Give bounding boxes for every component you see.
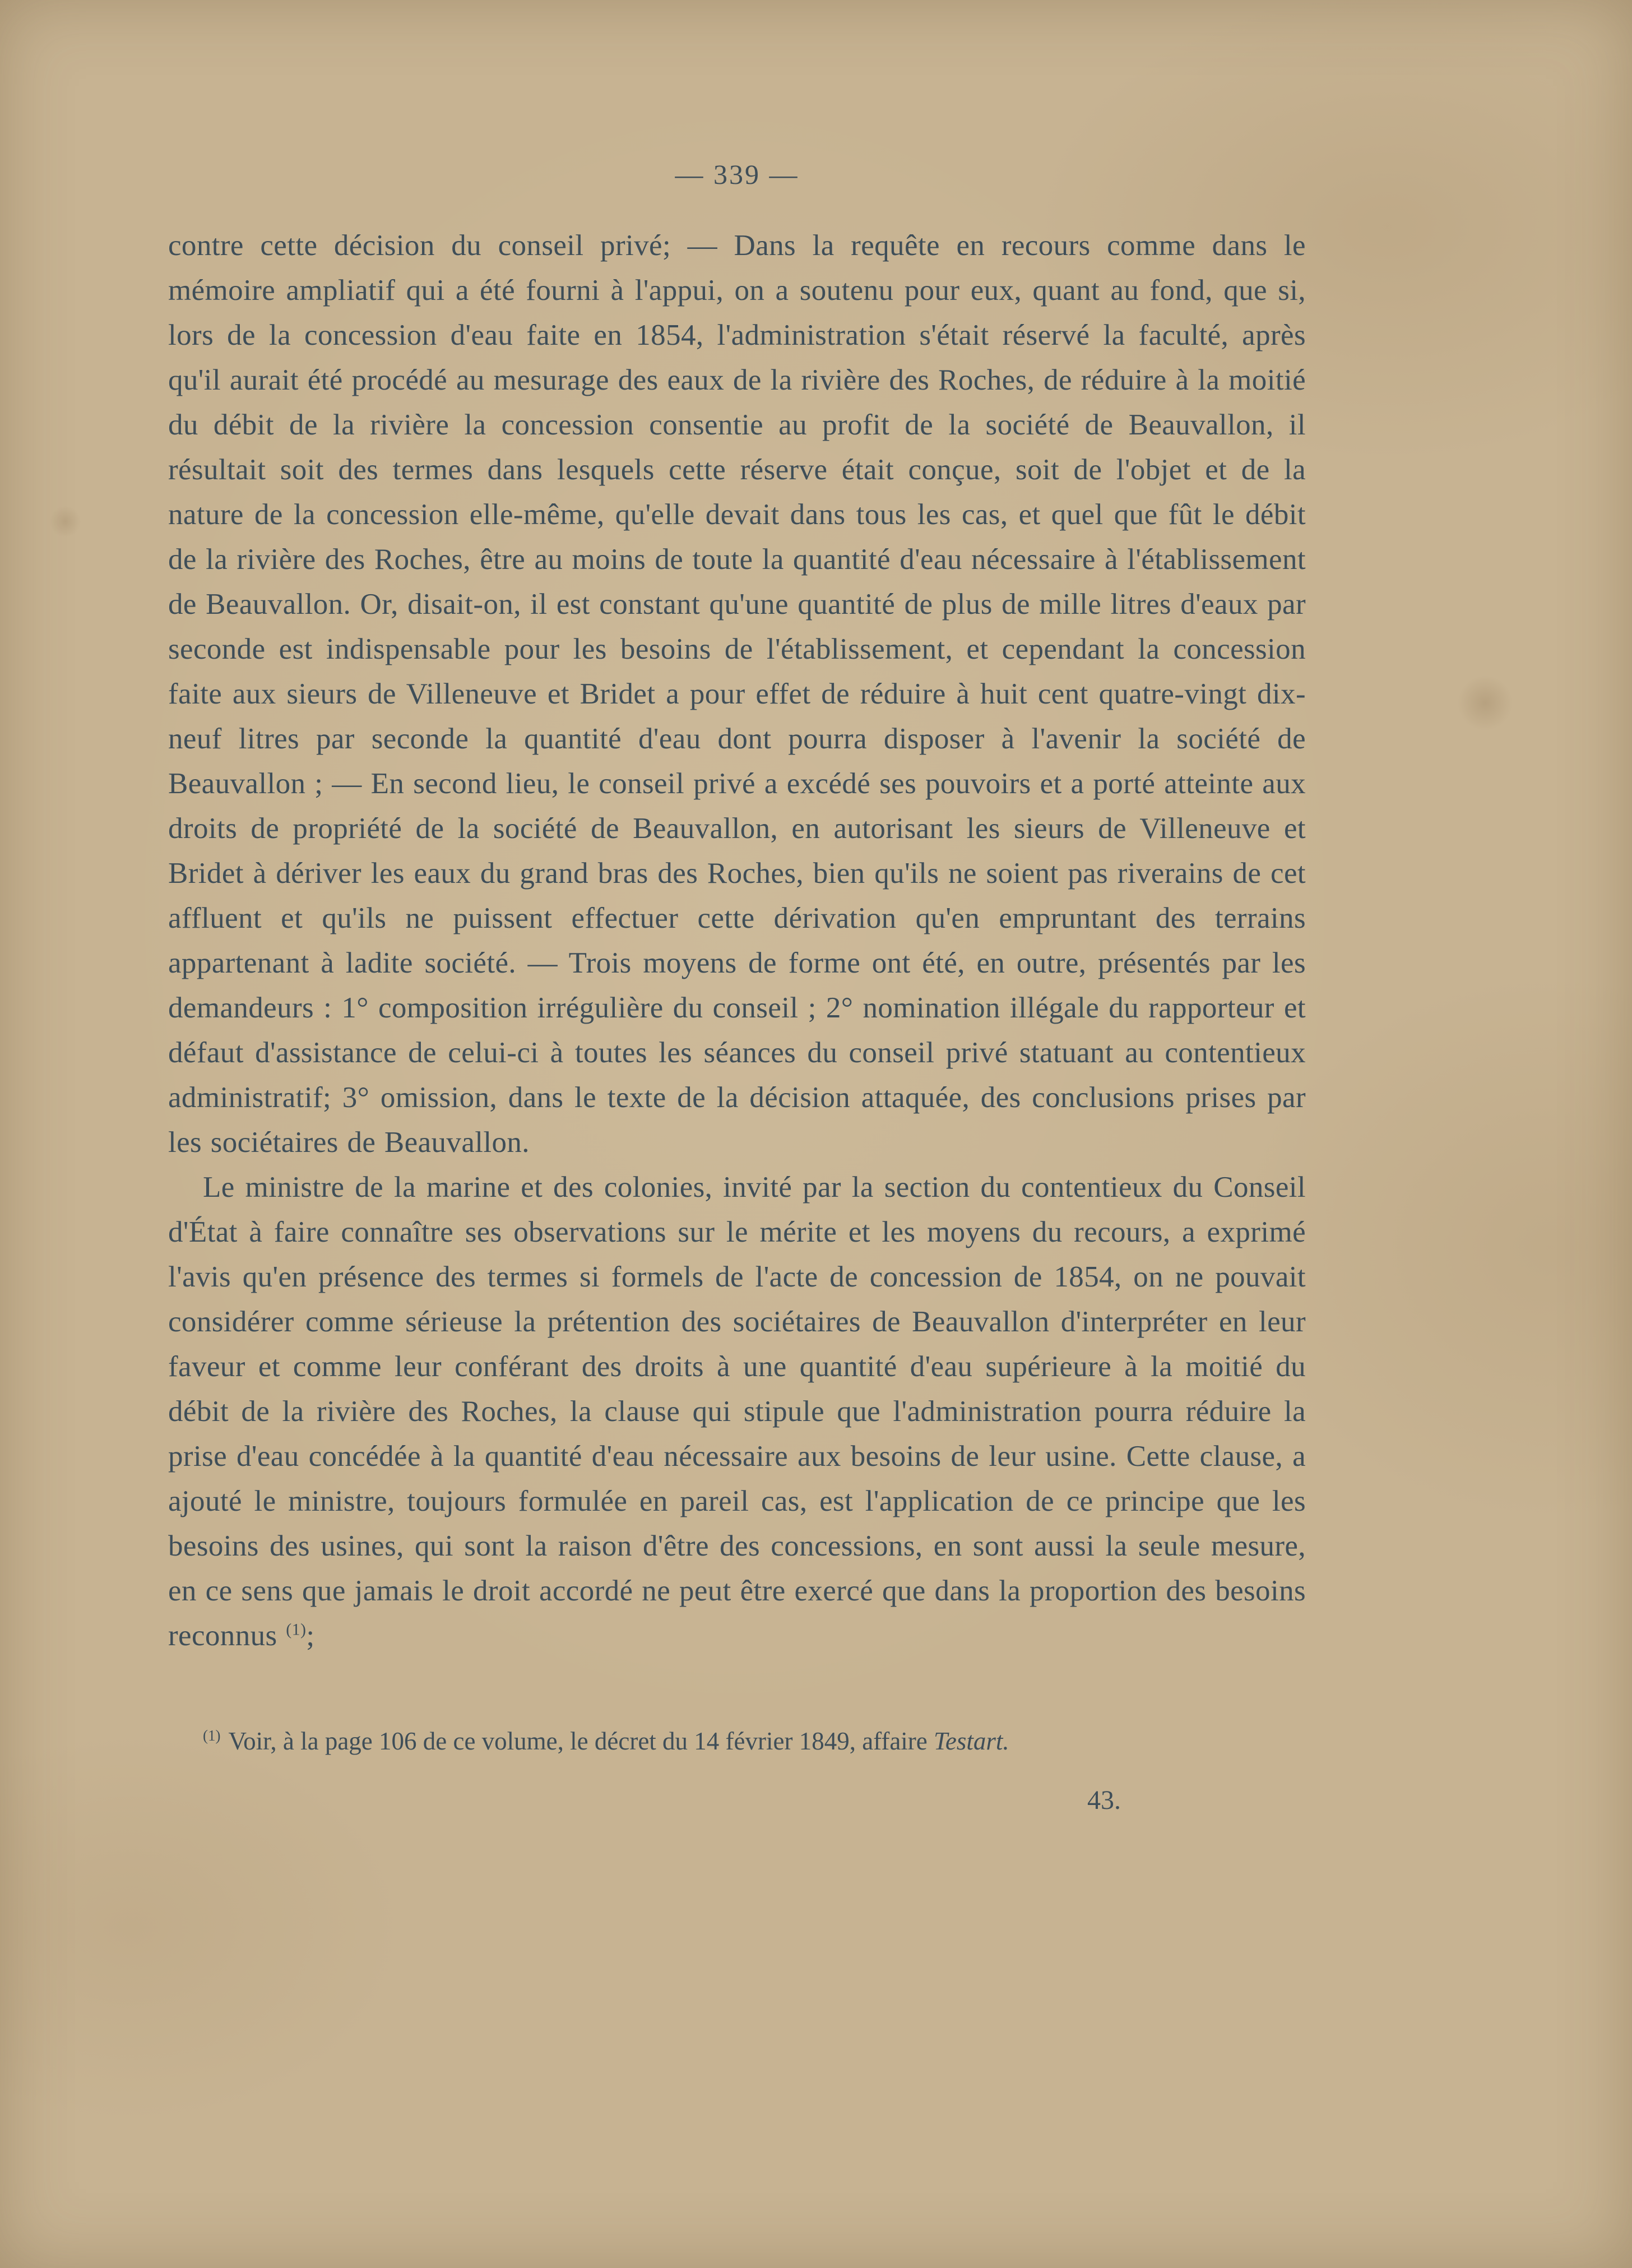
footnote-marker: (1): [203, 1727, 221, 1744]
footnote-text: Voir, à la page 106 de ce volume, le décret du 14 février 1849, affaire: [228, 1727, 934, 1755]
footnote-reference: (1): [286, 1620, 307, 1639]
page-number-footer: 43.: [1087, 1785, 1121, 1815]
paragraph-2-text: Le ministre de la marine et des colonies, invité par la section du contentieux du Conseil d'État à faire connaître ses observations sur le mérite et les moyens du recours, a exprimé l'avis qu'en présence des termes si formels de l'acte de concession de 1854, on ne pouvait considérer comme sérieuse la prétention des sociétaires de Beauvallon d'interpréter en leur faveur et comme leur conférant des droits à une quantité d'eau supérieure à la moitié du débit de la rivière des Roches, la clause qui stipule que l'administration pourra réduire la prise d'eau concédée à la quantité d'eau nécessaire aux besoins de leur usine. Cette clause, a ajouté le ministre, toujours formulée en pareil cas, est l'application de ce principe que les besoins des usines, qui sont la raison d'être des concessions, en sont aussi la seule mesure, en ce sens que jamais le droit accordé ne peut être exercé que dans la proportion des besoins reconnus: [168, 1171, 1306, 1652]
footnote: [168, 1724, 1306, 1758]
footnote-case-name: Testart.: [934, 1727, 1009, 1755]
body-paragraph-1: contre cette décision du conseil privé; — Dans la requête en recours comme dans le mémoire ampliatif qui a été fourni à l'appui, on a soutenu pour eux, quant au fond, que si, lors de la concession d'eau faite en 1854, l'administration s'était réservé la faculté, après qu'il aurait été procédé au mesurage des eaux de la rivière des Roches, de réduire à la moitié du débit de la rivière la concession consentie au profit de la société de Beauvallon, il résultait soit des termes dans lesquels cette réserve était conçue, soit de l'objet et de la nature de la concession elle-même, qu'elle devait dans tous les cas, et quel que fût le débit de la rivière des Roches, être au moins de toute la quantité d'eau nécessaire à l'établissement de Beauvallon. Or, disait-on, il est constant qu'une quantité de plus de mille litres d'eaux par seconde est indispensable pour les besoins de l'établissement, et cependant la concession faite aux sieurs de Villeneuve et Bridet a pour effet de réduire à huit cent quatre-vingt dix-neuf litres par seconde la quantité d'eau dont pourra disposer à l'avenir la société de Beauvallon ; — En second lieu, le conseil privé a excédé ses pouvoirs et a porté atteinte aux droits de propriété de la société de Beauvallon, en autorisant les sieurs de Villeneuve et Bridet à dériver les eaux du grand bras des Roches, bien qu'ils ne soient pas riverains de cet affluent et qu'ils ne puissent effectuer cette dérivation qu'en empruntant des terrains appartenant à ladite société. — Trois moyens de forme ont été, en outre, présentés par les demandeurs : 1° composition irrégulière du conseil ; 2° nomination illégale du rapporteur et défaut d'assistance de celui-ci à toutes les séances du conseil privé statuant au contentieux administratif; 3° omission, dans le texte de la décision attaquée, des conclusions prises par les sociétaires de Beauvallon.: [168, 229, 1306, 1159]
page-number-header: — 339 —: [675, 159, 799, 190]
body-paragraph-2: [168, 1165, 1306, 1658]
text-block: [168, 0, 1306, 1816]
paragraph-2-tail: ;: [306, 1619, 315, 1652]
